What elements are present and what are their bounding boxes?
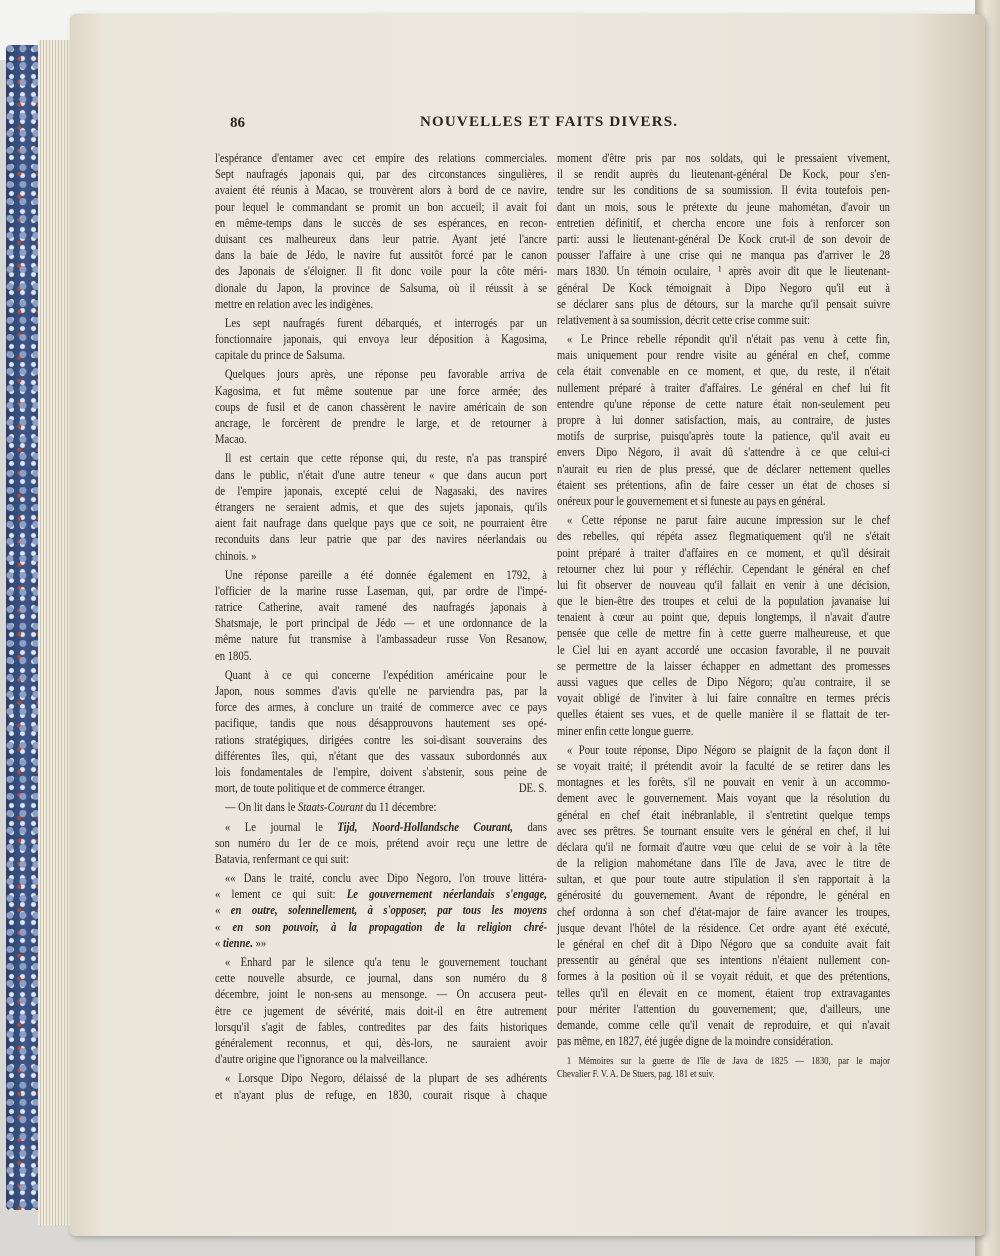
text-segment: mort, de toute politique et de commerce étranger. (215, 780, 425, 796)
text-line (215, 780, 547, 796)
text-line: des rebelles, qui répéta assez flegmatiquement qu'il ne s'était (557, 528, 890, 544)
text-line: entendre qu'une réponse de cette nature était non-seulement peu (557, 395, 890, 411)
paragraph (215, 1070, 547, 1102)
right-column (557, 150, 890, 1081)
text-line: d'autre origine que l'ignorance ou la malveillance. (215, 1051, 428, 1067)
text-line: décembre, joint le non-sens au mensonge. — On accusera peut- (215, 986, 547, 1002)
text-line: général en chef était inébranlable, il s'entretint quelque temps (557, 806, 890, 822)
text-line: force des armes, à conclure un traité de commerce avec ce pays (215, 699, 547, 715)
text-line: chef ordonna à son chef d'état-major de faire avancer les troupes, (557, 903, 890, 919)
author-signature: DE. S. (518, 780, 547, 796)
text-line: se déclarer sans plus de détours, sur la marche qu'il pensait suivre (557, 295, 890, 311)
text-line: l'officier de la marine russe Laseman, qui, par ordre de l'impé- (215, 582, 547, 598)
text-line: général De Kock témoignait à Dipo Negoro qu'il eut à (557, 279, 890, 295)
running-title: NOUVELLES ET FAITS DIVERS. (420, 114, 679, 130)
paragraph (557, 331, 890, 509)
text-line: rations stratégiques, dirigées contre les soi-disant souverains des (215, 731, 547, 747)
text-line: motifs de surprise, puisqu'après toute la patience, qu'il avait eu (557, 428, 890, 444)
text-line: Chevalier F. V. A. De Stuers, pag. 181 et suiv. (557, 1069, 715, 1081)
text-line: telles qu'il en élevait en ce moment, étaient trop extravagantes (557, 984, 890, 1000)
text-line: point préparé à traiter d'affaires en ce moment, et qu'il désirait (557, 544, 890, 560)
text-line: différentes îles, qui, n'étant que des vassaux subordonnés aux (215, 747, 547, 763)
text-segment: « Le journal le (224, 818, 338, 834)
text-line: étrangers ne seraient admis, et que des sujets japonais, qu'ils (215, 498, 547, 514)
text-line: avaient été réunis à Macao, se trouvèrent alors à bord de ce navire, (215, 182, 547, 198)
text-line: le général en chef dit à Dipo Négoro que sa conduite avait fait (557, 936, 890, 951)
paragraph (215, 799, 547, 815)
text-line: reconduits dans leur patrie que par des navires néerlandais ou (215, 531, 547, 547)
text-line: lois fondamentales de l'empire, doivent s'abstenir, sous peine de (215, 763, 547, 779)
text-line: en 1805. (215, 647, 252, 663)
text-line: relativement à sa soumission, décrit cette crise comme suit: (557, 311, 811, 327)
text-line: généralement reconnus, et qui, dès-lors, ne sauraient avoir (215, 1034, 547, 1050)
text-line: se permettre de la laisser échapper en admettant des promesses (557, 657, 890, 673)
text-line: Les sept naufragés furent débarqués, et interrogés par un (224, 314, 547, 330)
text-line: lorsqu'il s'agit de fables, contredites par des faits historiques (215, 1018, 547, 1034)
text-line: « Cette réponse ne parut faire aucune impression sur le chef (566, 512, 890, 528)
text-line: pousser l'affaire à une crise qui ne manqua pas d'arriver le 28 (557, 247, 890, 263)
text-line: envers Dipo Négoro, il avait dû s'attendre à ce que celui-ci (557, 444, 890, 460)
text-line: chinois. » (215, 547, 257, 563)
page-number: 86 (230, 115, 245, 131)
italic-text: Staats-Courant (297, 799, 364, 815)
paragraph (215, 667, 547, 797)
paragraph (215, 870, 547, 951)
text-line: se voyait traité; il prétendit avoir la faculté de se retirer dans les (557, 757, 890, 773)
text-line (215, 935, 547, 951)
text-line: sultan, et que pour toute autre stipulation il s'en rapportait à la (557, 871, 890, 887)
text-line: coups de fusil et de canon chassèrent le navire américain de son (215, 398, 547, 414)
text-line: capitale du prince de Salsuma. (215, 347, 345, 363)
text-segment: »» (252, 934, 267, 950)
text-line: « Le Prince rebelle répondit qu'il n'était pas venu à cette fin, (566, 331, 890, 347)
text-line (215, 886, 547, 902)
text-line: en même-temps dans le succès de ses espérances, en recon- (215, 214, 547, 230)
text-line: que le bien-être des troupes et celui de la population javanaise lui (557, 593, 890, 609)
text-line: cette nouvelle absurde, ce journal, dans son numéro du 8 (215, 970, 547, 986)
text-line: pressentir au général que ses intentions n'étaient nullement con- (557, 952, 890, 968)
text-line: de l'empire japonais, excepté celui de Nagasaki, des navires (215, 482, 547, 498)
paragraph (215, 819, 547, 868)
text-line: lui fit observer de nouveau qu'il fallait en venir à une décision, (557, 576, 890, 592)
text-line: aient fait naufrage dans quelque pays que ce soit, ne pourraient être (215, 515, 547, 531)
text-line: pacifique, tandis que nous désapprouvons hautement ses opé- (215, 715, 547, 731)
text-line: entretien définitif, et chercha encore une fois à renforcer son (557, 214, 890, 230)
text-line: l'espérance d'entamer avec cet empire des relations commerciales. (215, 150, 547, 165)
text-line: « Lorsque Dipo Negoro, délaissé de la plupart de ses adhérents (224, 1070, 547, 1086)
text-line: déclara qu'il ne formait d'autre vœu que celui de se voir à la tête (557, 838, 890, 854)
text-line: mais uniquement pour rendre visite au général en chef, comme (557, 347, 890, 363)
italic-text: tienne. (222, 934, 253, 950)
text-line: mars 1830. Un témoin oculaire, ¹ après avoir dit que le lieutenant- (557, 263, 890, 279)
text-line: étaient ses prétentions, afin de faire cesser un état de choses si (557, 476, 890, 492)
text-line: miner enfin cette longue guerre. (557, 722, 694, 738)
paragraph (215, 150, 547, 312)
text-line: même nature fut transmise à l'ambassadeur russe Von Resanow, (215, 631, 547, 647)
text-line: Japon, nous sommes d'avis qu'elle ne parviendra pas, par la (215, 683, 547, 698)
text-line: demande, comme celle qu'il venait de reproduire, et qui n'avait (557, 1016, 890, 1032)
text-line: moment d'être pris par nos soldats, qui le pressaient vivement, (557, 150, 890, 165)
text-line: Kagosima, et fut même soutenue par une force armée; des (215, 382, 547, 398)
text-line: le Ciel lui en ayant accordé une occasion favorable, il ne pouvait (557, 641, 890, 657)
text-line: formes à la position où il se voyait réduit, et que des prétentions, (557, 968, 890, 984)
text-line: «« Dans le traité, conclu avec Dipo Negoro, l'on trouve littéra- (224, 870, 547, 886)
text-line: Une réponse pareille a été donnée également en 1792, à (224, 566, 547, 582)
text-line: générosité du gouvernement. Avant de répondre, le général en (557, 887, 890, 903)
text-line (215, 902, 547, 918)
text-segment: du 11 décembre: (363, 799, 437, 815)
text-line (215, 919, 547, 935)
text-line: fonctionnaire japonais, qui envoya leur déposition à Kagosima, (215, 331, 547, 347)
text-line: n'aurait eu rien de plus pressé, que de déclarer nettement quelles (557, 460, 890, 476)
text-line: tenaient à cœur au point que, depuis longtemps, il n'avait d'autre (557, 609, 890, 625)
text-line: cela était convenable en ce moment, et que, du reste, il n'était (557, 363, 890, 379)
text-line: pensée que celle de mettre fin à cette guerre malheureuse, et que (557, 625, 890, 641)
text-segment: « (215, 902, 231, 918)
text-line: voyait obligé de l'inviter à lui faire connaître en termes précis (557, 690, 890, 706)
paragraph (215, 450, 547, 563)
text-line: mettre en relation avec les indigènes. (215, 295, 374, 311)
text-line: duisant ces malheureux dans leur patrie. Ayant jeté l'ancre (215, 230, 547, 246)
text-line: de la religion mahométane dans l'île de Java, avec le titre de (557, 855, 890, 871)
paragraph (215, 366, 547, 447)
text-line: et n'ayant plus de refuge, en 1830, courait risque à chaque (215, 1086, 547, 1102)
paragraph (557, 742, 890, 1050)
text-line: montagnes et les forêts, s'il ne pouvait en venir à un accommo- (557, 774, 890, 790)
text-segment: « lement ce qui suit: (215, 886, 347, 902)
text-line: dant un mois, sous le prétexte du jeune mahométan, d'avoir un (557, 198, 890, 214)
text-line: dans la baie de Jédo, le navire fut aussitôt forcé par le canon (215, 247, 547, 263)
paragraph (215, 315, 547, 364)
text-line: « Enhard par le silence qu'a tenu le gouvernement touchant (224, 954, 547, 969)
text-line: Shatsmaje, le port principal de Jédo — et une ordonnance de la (215, 615, 547, 631)
text-segment: « (215, 934, 223, 950)
text-line (215, 819, 547, 835)
italic-text: en son pouvoir, à la propagation de la religion chré- (232, 918, 547, 934)
text-line: « Pour toute réponse, Dipo Négoro se plaignit de la façon dont il (566, 741, 890, 757)
text-line: être ce jugement de sévérité, mais doit-il en être autrement (215, 1002, 547, 1018)
text-line: jusque devant l'hôtel de la résidence. Cet ordre ayant été exécuté, (557, 919, 890, 935)
paragraph (215, 954, 547, 1067)
text-segment: — On lit dans le (224, 799, 298, 815)
text-line: dionale du Japon, la province de Salsuma, où il réussit à se (215, 279, 547, 295)
text-segment: « (215, 918, 233, 934)
text-line (215, 799, 547, 815)
text-line: dans le public, n'était d'une autre teneur « que dans aucun port (215, 466, 547, 482)
italic-text: en outre, solennellement, à s'opposer, par tous les moyens (230, 902, 547, 918)
text-line: propre à lui donner satisfaction, mais, au contraire, de justes (557, 412, 890, 427)
text-line: des Japonais de s'éloigner. Il fit donc voile pour la côte méri- (215, 263, 547, 279)
paragraph (557, 512, 890, 739)
text-line: avec ses prêtres. Se tournant ensuite vers le général en chef, il lui (557, 822, 890, 838)
text-line: 1 Mémoires sur la guerre de l'île de Java de 1825 — 1830, par le major (566, 1056, 890, 1068)
text-line: aussi vagues que celles de Dipo Négoro; qu'au contraire, il se (557, 674, 890, 689)
italic-text: Le gouvernement néerlandais s'engage, (346, 886, 548, 902)
italic-text: Tijd, Noord-Hollandsche Courant, (337, 818, 513, 834)
text-line: pour mériter l'attention du gouvernement; que, d'ailleurs, une (557, 1000, 890, 1016)
text-line: son numéro du 1er de ce mois, prétend avoir reçu une lettre de (215, 834, 547, 850)
text-line: dement avec le gouvernement. Mais voyant que la résolution du (557, 790, 890, 806)
text-line: ratrice Catherine, avait ramené des naufragés japonais à (215, 599, 547, 615)
text-line: quelles étaient ses vues, et de quelle manière il se flattait de ter- (557, 706, 890, 722)
text-line: Macao. (215, 431, 247, 447)
text-line: Il est certain que cette réponse qui, du reste, n'a pas transpiré (224, 450, 547, 466)
text-segment: dans (512, 818, 547, 834)
footnote (557, 1055, 890, 1081)
text-line: parti: aussi le lieutenant-général De Kock crut-il de son devoir de (557, 230, 890, 246)
text-line: Quelques jours après, une réponse peu favorable arriva de (224, 366, 547, 382)
text-line: onéreux pour le gouvernement et si funeste au pays en général. (557, 492, 826, 508)
text-line: pas même, en 1827, été jugée digne de la moindre considération. (557, 1033, 834, 1049)
left-column (215, 150, 547, 1106)
text-line: Batavia, renfermant ce qui suit: (215, 850, 350, 866)
text-line: nullement préparé à traiter d'affaires. Le général en chef lui fit (557, 379, 890, 395)
paragraph (557, 150, 890, 328)
text-line: il se rendit auprès du lieutenant-général De Kock, pour s'en- (557, 166, 890, 182)
text-line: pour lequel le commandant se promit un bon accueil; il avait foi (215, 198, 547, 214)
text-line: Sept naufragés japonais qui, par des circonstances singulières, (215, 166, 547, 182)
text-line: ancrage, le forcèrent de prendre le large, et de retourner à (215, 415, 547, 430)
text-line: Quant à ce qui concerne l'expédition américaine pour le (224, 666, 547, 682)
text-line: tendre sur les conditions de sa soumission. Il évita toutefois pen- (557, 182, 890, 198)
paragraph (215, 567, 547, 664)
text-line: retourner chez lui pour y réfléchir. Cependant le général en chef (557, 560, 890, 576)
